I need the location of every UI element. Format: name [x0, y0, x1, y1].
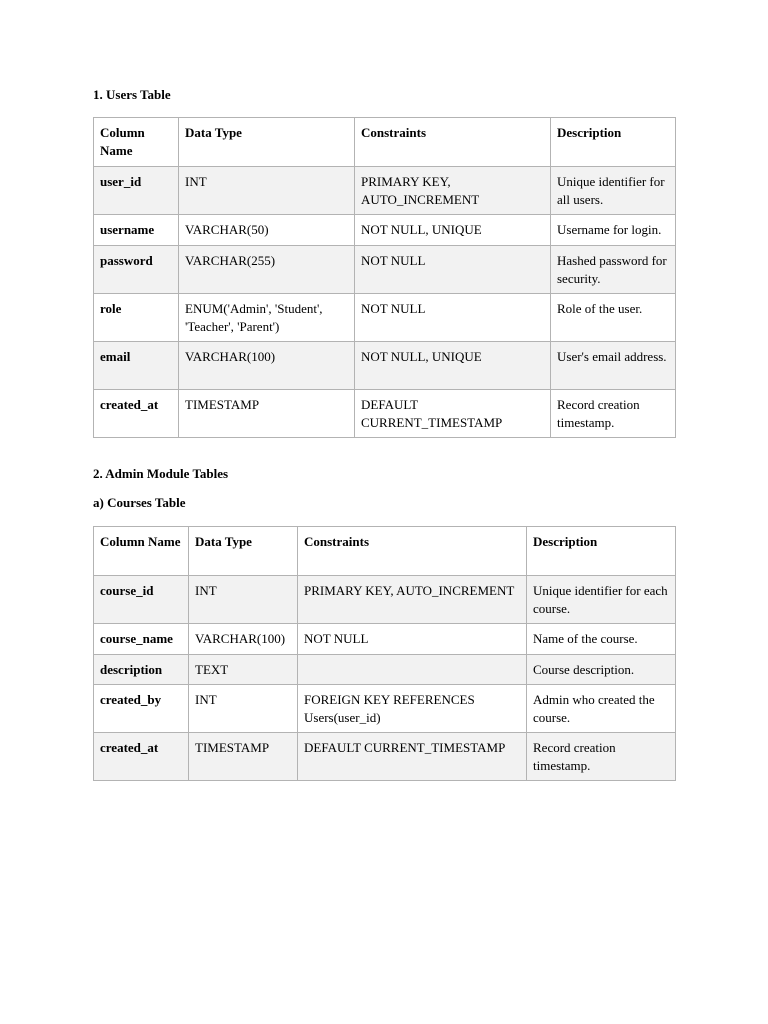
table-row: [94, 167, 676, 215]
courses-table-heading: a) Courses Table: [93, 495, 186, 510]
data-type-cell: TIMESTAMP: [179, 390, 355, 438]
constraints-cell: NOT NULL: [298, 624, 527, 655]
data-type-cell: ENUM('Admin', 'Student', 'Teacher', 'Parent'): [179, 294, 355, 342]
constraints-cell: NOT NULL, UNIQUE: [355, 215, 551, 246]
data-type-cell: VARCHAR(100): [189, 624, 298, 655]
data-type-cell: VARCHAR(50): [179, 215, 355, 246]
constraints-cell: NOT NULL: [355, 246, 551, 294]
users-table-heading: 1. Users Table: [93, 87, 171, 102]
header-cell-constraints: Constraints: [298, 527, 527, 576]
description-cell: User's email address.: [551, 342, 676, 390]
header-cell-description: Description: [551, 118, 676, 167]
data-type-cell: TIMESTAMP: [189, 733, 298, 781]
constraints-cell: PRIMARY KEY, AUTO_INCREMENT: [355, 167, 551, 215]
courses-table: [93, 526, 676, 781]
header-cell-column-name: Column Name: [94, 118, 179, 167]
description-cell: Role of the user.: [551, 294, 676, 342]
column-name-cell: email: [94, 342, 179, 390]
column-name-cell: username: [94, 215, 179, 246]
data-type-cell: VARCHAR(100): [179, 342, 355, 390]
header-cell-data-type: Data Type: [189, 527, 298, 576]
constraints-cell: FOREIGN KEY REFERENCES Users(user_id): [298, 685, 527, 733]
constraints-cell: [298, 655, 527, 685]
header-cell-column-name: Column Name: [94, 527, 189, 576]
description-cell: Unique identifier for each course.: [527, 576, 676, 624]
header-cell-constraints: Constraints: [355, 118, 551, 167]
column-name-cell: user_id: [94, 167, 179, 215]
users-table: [93, 117, 676, 438]
constraints-cell: PRIMARY KEY, AUTO_INCREMENT: [298, 576, 527, 624]
table-row: [94, 624, 676, 655]
column-name-cell: description: [94, 655, 189, 685]
table-header-row: [94, 527, 676, 576]
data-type-cell: VARCHAR(255): [179, 246, 355, 294]
column-name-cell: course_name: [94, 624, 189, 655]
constraints-cell: NOT NULL: [355, 294, 551, 342]
constraints-cell: DEFAULT CURRENT_TIMESTAMP: [355, 390, 551, 438]
data-type-cell: INT: [189, 576, 298, 624]
table-row: [94, 390, 676, 438]
data-type-cell: INT: [189, 685, 298, 733]
column-name-cell: created_at: [94, 390, 179, 438]
column-name-cell: created_at: [94, 733, 189, 781]
description-cell: Record creation timestamp.: [527, 733, 676, 781]
column-name-cell: role: [94, 294, 179, 342]
table-row: [94, 655, 676, 685]
data-type-cell: TEXT: [189, 655, 298, 685]
data-type-cell: INT: [179, 167, 355, 215]
table-header-row: [94, 118, 676, 167]
table-row: [94, 215, 676, 246]
description-cell: Name of the course.: [527, 624, 676, 655]
table-row: [94, 294, 676, 342]
table-row: [94, 342, 676, 390]
header-cell-data-type: Data Type: [179, 118, 355, 167]
description-cell: Record creation timestamp.: [551, 390, 676, 438]
description-cell: Course description.: [527, 655, 676, 685]
table-row: [94, 733, 676, 781]
description-cell: Username for login.: [551, 215, 676, 246]
table-row: [94, 685, 676, 733]
column-name-cell: course_id: [94, 576, 189, 624]
table-row: [94, 576, 676, 624]
column-name-cell: password: [94, 246, 179, 294]
description-cell: Hashed password for security.: [551, 246, 676, 294]
column-name-cell: created_by: [94, 685, 189, 733]
table-row: [94, 246, 676, 294]
description-cell: Admin who created the course.: [527, 685, 676, 733]
header-cell-description: Description: [527, 527, 676, 576]
admin-module-heading: 2. Admin Module Tables: [93, 466, 229, 481]
constraints-cell: DEFAULT CURRENT_TIMESTAMP: [298, 733, 527, 781]
description-cell: Unique identifier for all users.: [551, 167, 676, 215]
constraints-cell: NOT NULL, UNIQUE: [355, 342, 551, 390]
